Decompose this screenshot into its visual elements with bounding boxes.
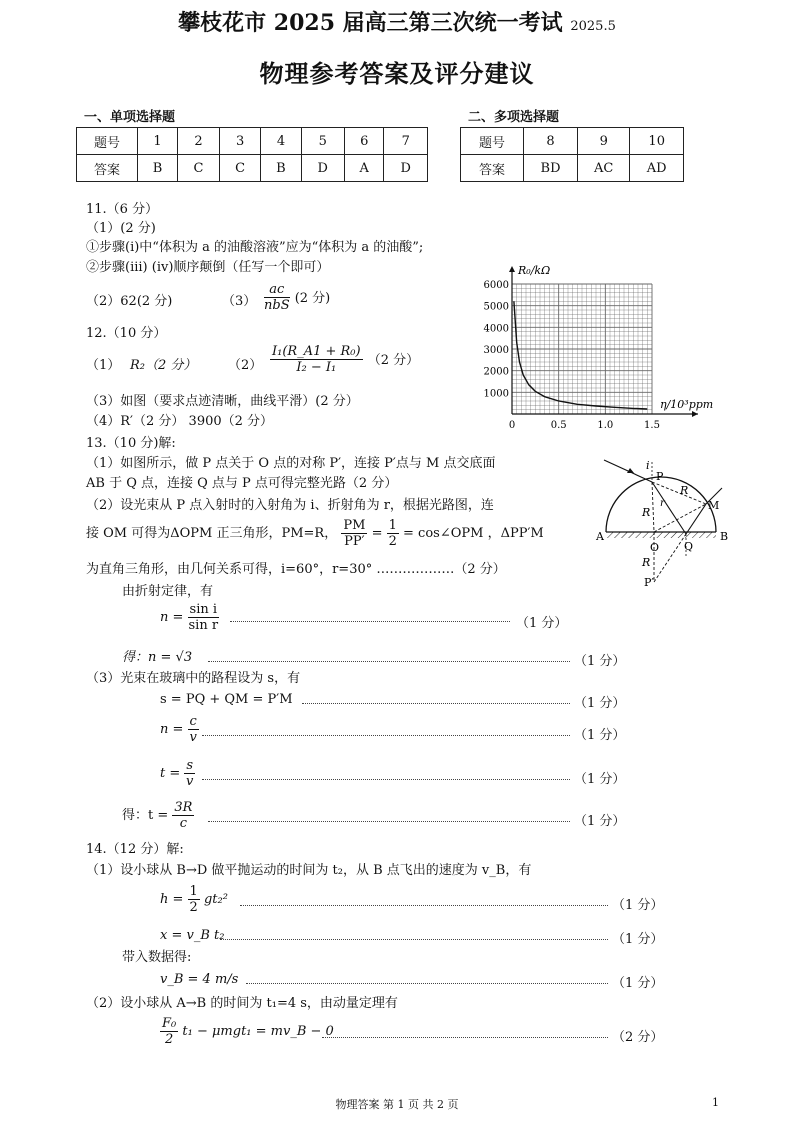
leader-dots (246, 983, 608, 984)
question-number: 7 (384, 128, 428, 155)
q12-part3: （3）如图（要求点迹清晰，曲线平滑）(2 分） (86, 394, 359, 409)
q11-heading: 11.（6 分） (86, 202, 159, 217)
table-row (461, 155, 684, 182)
chart-series-line (514, 301, 647, 409)
chart-axes (509, 266, 698, 417)
leader-dots (302, 703, 570, 704)
y-tick-label: 5000 (483, 301, 509, 313)
eq-velocity: v_B = 4 m/s (160, 972, 239, 987)
question-number: 4 (261, 128, 301, 155)
q11-line2: ②步骤(iii) (iv)顺序颠倒（任写一个即可） (86, 260, 330, 275)
leader-dots (220, 939, 608, 940)
answer-cell: D (384, 155, 428, 182)
q12-part4: （4）R′（2 分） 3900（2 分） (86, 414, 274, 429)
question-number: 2 (178, 128, 220, 155)
q13-line4-text: 接 OM 可得为ΔOPM 正三角形，PM=R， (86, 526, 338, 541)
answer-cell: A (345, 155, 384, 182)
x-tick-label: 0 (508, 420, 516, 431)
q12-part2-label: （2） (228, 358, 263, 373)
eq-refraction-lhs: n = (160, 610, 184, 625)
eq-time-lhs: t = (160, 766, 181, 781)
eq-time (160, 758, 195, 789)
page-number: 1 (712, 1096, 719, 1109)
points: （1 分） (574, 654, 626, 669)
eq-momentum-den: 2 (164, 1032, 174, 1047)
q13-line3: （2）设光束从 P 点入射时的入射角为 i、折射角为 r，根据光路图，连 (86, 498, 494, 513)
chart-y-ticks (484, 280, 509, 399)
eq-time-result-num: 3R (174, 800, 193, 815)
q14-heading: 14.（12 分）解: (86, 842, 184, 857)
q11-part1: （1）(2 分) (86, 221, 156, 236)
resistance-chart (470, 262, 726, 434)
label-Q: Q (684, 540, 694, 553)
page-footer: 物理答案 第 1 页 共 2 页 (335, 1098, 459, 1111)
q12-part1-label: （1） (86, 358, 121, 373)
label-O: O (650, 541, 660, 554)
answer-cell: BD (524, 155, 578, 182)
frac-pm: PM (343, 518, 366, 533)
question-number: 8 (524, 128, 578, 155)
frac-ppp: PP′ (344, 534, 365, 549)
eq-momentum-num: F₀ (162, 1016, 177, 1031)
eq-distance: x = v_B t₂ (160, 928, 225, 943)
eq-time-result-den: c (179, 816, 188, 831)
leader-dots (240, 905, 608, 906)
chart-x-label: η/10³ppm (660, 398, 714, 411)
y-axis-arrow (509, 266, 515, 272)
reflected-ray (686, 504, 706, 534)
eq-time-result (122, 800, 194, 831)
q11-formula-num: ac (264, 282, 290, 298)
label-A: A (596, 530, 604, 543)
x-tick-label: 1.0 (597, 420, 614, 431)
frac-one: 1 (388, 518, 397, 533)
points: （1 分） (574, 814, 626, 829)
points: （1 分） (516, 616, 568, 631)
answer-cell: D (301, 155, 344, 182)
q12-heading: 12.（10 分） (86, 326, 167, 341)
eq-time-result-lhs: 得：t = (122, 808, 169, 823)
q12-part2-points: （2 分） (367, 353, 420, 368)
leader-dots (208, 661, 570, 662)
question-number: 9 (578, 128, 630, 155)
eq-height-rhs: gt₂² (203, 892, 228, 907)
leader-dots (202, 779, 570, 780)
answer-cell: AC (578, 155, 630, 182)
single-choice-heading: 一、单项选择题 (84, 110, 176, 125)
eq-momentum (160, 1016, 334, 1047)
eq-speed-lhs: n = (160, 722, 184, 737)
q12-formula-num: I₁(R_A1 + R₀) (272, 344, 361, 359)
q13-line1: （1）如图所示，做 P 点关于 O 点的对称 P′，连接 P′点与 M 点交底面 (86, 456, 496, 471)
label-R-left: R (642, 506, 651, 519)
q14-line2: 带入数据得: (122, 950, 192, 965)
eq-speed-den: v (189, 730, 197, 745)
hatched-base (606, 532, 716, 538)
label-i: i (646, 459, 650, 472)
label-M: M (708, 499, 720, 512)
question-number: 1 (138, 128, 178, 155)
q13-line7: （3）光束在玻璃中的路程设为 s，有 (86, 671, 301, 686)
q14-line1: （1）设小球从 B→D 做平抛运动的时间为 t₂，从 B 点飞出的速度为 v_B，有 (86, 863, 532, 878)
optics-diagram (594, 452, 734, 596)
chart-x-ticks (509, 420, 660, 431)
question-number: 10 (630, 128, 684, 155)
x-tick-label: 1.5 (644, 420, 660, 431)
q11-formula (264, 282, 330, 313)
label-P: P (656, 470, 664, 483)
eq-path: s = PQ + QM = P′M (160, 692, 293, 707)
q12-part1-answer: R₂（2 分） (130, 358, 197, 373)
table-row (461, 128, 684, 155)
answer-cell: C (219, 155, 261, 182)
table-row (77, 155, 428, 182)
leader-dots (322, 1037, 608, 1038)
answer-cell: C (178, 155, 220, 182)
multi-choice-heading: 二、多项选择题 (468, 110, 560, 125)
eq-speed (160, 714, 199, 745)
q13-line5: 为直角三角形，由几何关系可得，i=60°，r=30° ………………（2 分） (86, 562, 506, 577)
eq-n-result: 得：n = √3 (122, 650, 193, 665)
label-P-prime: P′ (644, 576, 654, 589)
q13-line4 (86, 518, 544, 549)
eq-speed-num: c (189, 714, 197, 729)
label-R-bottom: R (642, 556, 651, 569)
eq-time-num: s (186, 758, 194, 773)
chart-grid (512, 284, 652, 414)
points: （1 分） (612, 898, 664, 913)
row-label: 答案 (461, 155, 524, 182)
points: （1 分） (574, 728, 626, 743)
leader-dots (208, 821, 570, 822)
points: （1 分） (574, 772, 626, 787)
exam-date: 2025.5 (570, 19, 616, 34)
label-B: B (720, 530, 729, 543)
q11-part3-points: (2 分) (294, 291, 331, 306)
x-tick-label: 0.5 (550, 420, 567, 431)
answer-cell: AD (630, 155, 684, 182)
points: （1 分） (612, 932, 664, 947)
q13-line6: 由折射定律，有 (122, 584, 214, 599)
eq-refraction (160, 602, 219, 633)
multi-choice-table (460, 127, 684, 182)
q14-line3: （2）设小球从 A→B 的时间为 t₁=4 s，由动量定理有 (86, 996, 398, 1011)
label-R-top: R (680, 484, 689, 497)
y-tick-label: 1000 (483, 388, 509, 400)
leader-dots (202, 735, 570, 736)
eq-refraction-den: sin r (188, 618, 219, 633)
eq-time-den: v (186, 774, 194, 789)
eq-height-num: 1 (189, 884, 198, 899)
incident-ray (604, 460, 652, 482)
q13-line2: AB 于 Q 点，连接 Q 点与 P 点可得完整光路（2 分） (86, 476, 398, 491)
row-label: 答案 (77, 155, 138, 182)
q11-line1: ①步骤(i)中“体积为 a 的油酸溶液”应为“体积为 a 的油酸”; (86, 240, 424, 255)
answer-cell: B (261, 155, 301, 182)
y-tick-label: 2000 (483, 366, 509, 378)
title-text: 攀枝花市 2025 届高三第三次统一考试 (178, 10, 563, 36)
q13-eq-sign: = (371, 526, 383, 541)
chart-y-label: R₀/kΩ (518, 264, 551, 277)
row-label: 题号 (461, 128, 524, 155)
eq-height-den: 2 (189, 900, 198, 915)
question-number: 5 (301, 128, 344, 155)
q12-formula (270, 344, 419, 375)
points: （1 分） (612, 976, 664, 991)
label-r: r (660, 498, 665, 509)
page-subtitle: 物理参考答案及评分建议 (259, 59, 535, 88)
question-number: 6 (345, 128, 384, 155)
table-row (77, 128, 428, 155)
x-axis-arrow (692, 411, 698, 417)
question-number: 3 (219, 128, 261, 155)
points: （1 分） (574, 696, 626, 711)
single-choice-table (76, 127, 428, 182)
leader-dots (230, 621, 510, 622)
eq-height (160, 884, 228, 915)
page-title (0, 6, 794, 37)
q11-part2: （2）62(2 分) (86, 294, 173, 309)
row-label: 题号 (77, 128, 138, 155)
q12-formula-den: I₂ − I₁ (296, 360, 337, 375)
points: （2 分） (612, 1030, 664, 1045)
frac-two: 2 (388, 534, 397, 549)
eq-height-lhs: h = (160, 892, 184, 907)
q11-part3-label: （3） (222, 294, 257, 309)
answer-cell: B (138, 155, 178, 182)
radius-op (652, 482, 654, 532)
y-tick-label: 4000 (483, 323, 509, 335)
y-tick-label: 3000 (483, 345, 509, 356)
q13-line4-rest: = cos∠OPM ，ΔPP′M (403, 526, 544, 541)
eq-momentum-rhs: t₁ − μmgt₁ = mv_B − 0 (182, 1024, 334, 1039)
q11-formula-den: nbS (264, 298, 290, 313)
q13-heading: 13.（10 分)解: (86, 436, 176, 451)
y-tick-label: 6000 (483, 280, 509, 291)
eq-refraction-num: sin i (189, 602, 218, 617)
